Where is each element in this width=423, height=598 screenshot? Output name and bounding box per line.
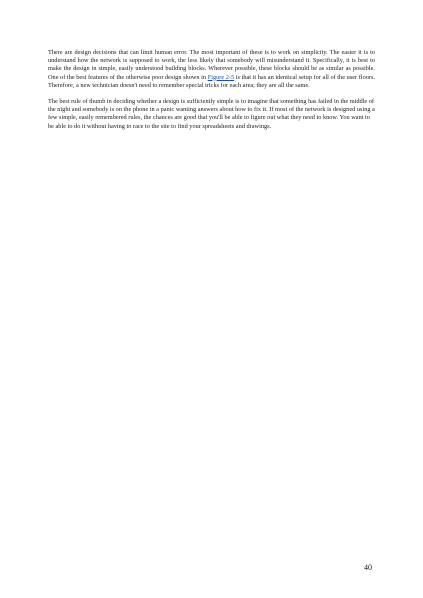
page-content (48, 49, 375, 139)
paragraph-rule-of-thumb: The best rule of thumb in deciding whether a design is sufficiently simple is to imagine that something has failed in the middle of the night and somebody is on the phone in a panic wanting answers about how to fix it. If most of the network is designed using a few simple, easily remembered rules, the chances are good that you'll be able to figure out what they need to know. You want to be able to do it without having to race to the site to find your spreadsheets and drawings. (48, 98, 375, 130)
paragraph-1-text-after-link: is that it has an identical setup for all of the user floors. Therefore, a new technician doesn't need to remember special tricks for each area; they are all the same. (48, 73, 375, 89)
paragraph-human-error (48, 49, 375, 90)
figure-2-5-link[interactable]: Figure 2-5 (207, 73, 235, 81)
page-number: 40 (364, 563, 372, 572)
paragraph-1-text-before-link: There are design decisions that can limit human error. The most important of these is to work on simplicity. The easier it is to understand how the network is supposed to work, the less likely that somebody will misunderstand it. Specifically, it is best to make the design in simple, easily understood building blocks. Wherever possible, these blocks should be as similar as possible. One of the best features of the otherwise poor design shown in (48, 49, 375, 81)
